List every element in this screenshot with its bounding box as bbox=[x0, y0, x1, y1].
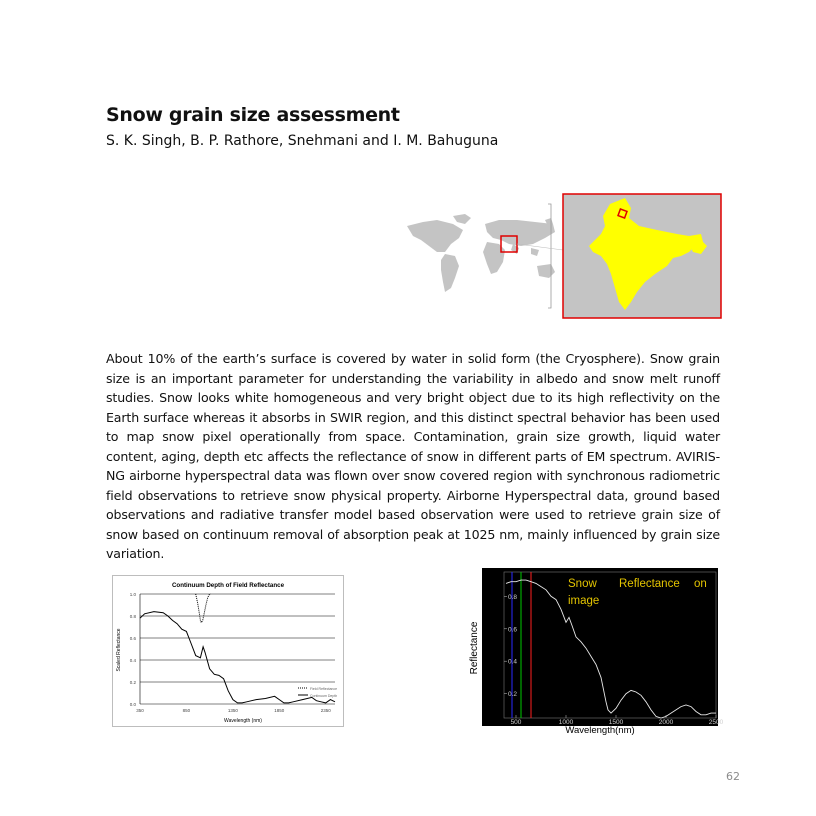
y-tick-label: 0.4 bbox=[508, 658, 518, 666]
x-tick-label: 850 bbox=[182, 708, 191, 713]
y-tick-label: 0.8 bbox=[508, 593, 518, 601]
continuum-depth-chart bbox=[112, 575, 344, 727]
location-map-figure bbox=[405, 190, 725, 322]
x-tick-label: 500 bbox=[510, 719, 522, 726]
snow-reflectance-chart bbox=[468, 566, 724, 736]
y-tick-label: 0.6 bbox=[508, 626, 518, 634]
x-tick-label: 1500 bbox=[608, 719, 624, 726]
document-title: Snow grain size assessment bbox=[106, 104, 400, 126]
x-tick-label: 1350 bbox=[227, 708, 238, 713]
y-tick-label: 0.0 bbox=[129, 701, 136, 707]
x-tick-label: 1000 bbox=[558, 719, 574, 726]
x-tick-label: 2000 bbox=[658, 719, 674, 726]
x-tick-label: 2500 bbox=[708, 719, 724, 726]
x-axis-label: Wavelength(nm) bbox=[565, 725, 635, 736]
author-list: S. K. Singh, B. P. Rathore, Snehmani and I. M. Bahuguna bbox=[106, 133, 499, 149]
annotation-word-on: on bbox=[694, 578, 707, 590]
y-tick-label: 0.6 bbox=[129, 635, 136, 641]
y-tick-label: 0.2 bbox=[129, 679, 136, 685]
annotation-word-reflectance: Reflectance bbox=[619, 578, 680, 590]
chart-title: Continuum Depth of Field Reflectance bbox=[171, 582, 285, 589]
x-axis-label: Wavelength (nm) bbox=[224, 718, 262, 724]
y-tick-label: 1.0 bbox=[129, 591, 136, 597]
y-axis-label: Scaled Reflectance bbox=[116, 628, 122, 672]
annotation-word-snow: Snow bbox=[568, 578, 597, 590]
y-axis-label: Reflectance bbox=[469, 621, 480, 675]
x-tick-label: 1850 bbox=[274, 708, 285, 713]
y-tick-label: 0.2 bbox=[508, 691, 518, 699]
x-tick-label: 350 bbox=[136, 708, 144, 713]
x-tick-label: 2350 bbox=[320, 708, 331, 713]
annotation-word-image: image bbox=[568, 595, 600, 607]
page-number: 62 bbox=[726, 770, 740, 783]
y-tick-label: 0.4 bbox=[129, 657, 136, 663]
legend-continuum-depth: Continuum Depth bbox=[310, 694, 338, 698]
abstract-paragraph: About 10% of the earth’s surface is covered by water in solid form (the Cryosphere). Snow grain size is an important parameter for understanding the variability in albedo and snow melt runoff studies. Snow looks white homogeneous and very bright object due to its high reflectivity on the Earth surface whereas it absorbs in SWIR region, and this distinct spectral behavior has been used to map snow pixel operationally from space. Contamination, grain size growth, liquid water content, aging, depth etc affects the reflectance of snow in different parts of EM spectrum. AVIRIS-NG airborne hyperspectral data was flown over snow covered region with synchronous radiometric field observations to retrieve snow physical property. Airborne Hyperspectral data, ground based observations and radiative transfer model based observation were used to retrieve grain size of snow based on continuum removal of absorption peak at 1025 nm, mainly influenced by grain size variation. bbox=[106, 351, 720, 561]
legend-field-reflectance: Field Reflectance bbox=[310, 687, 338, 691]
world-map bbox=[407, 214, 555, 292]
india-inset-map bbox=[563, 194, 721, 318]
y-tick-label: 0.8 bbox=[129, 613, 136, 619]
